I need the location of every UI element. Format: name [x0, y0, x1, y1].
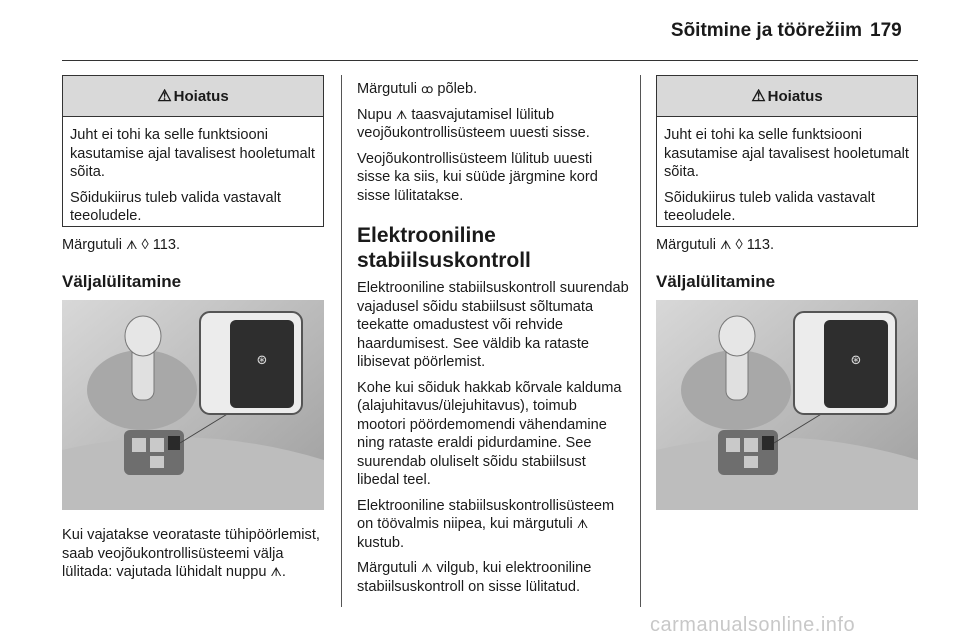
skid-icon: ᗑ [270, 565, 282, 579]
warning-box-right [656, 75, 918, 227]
paragraph [357, 80, 629, 99]
page-ref-icon: ◊ [735, 237, 743, 253]
column-divider-2 [640, 75, 641, 607]
warning-triangle-icon: ⚠ [751, 88, 766, 105]
text: taasvajutamisel lülitub veojõukontrollisüsteem uuesti sisse. [357, 106, 590, 141]
ref-prefix: Märgutuli [656, 237, 717, 253]
text: Nupu [357, 106, 392, 123]
skid-off-icon: ꝏ [421, 82, 434, 96]
warning-triangle-icon: ⚠ [157, 88, 172, 105]
ref-prefix: Märgutuli [62, 237, 123, 253]
skid-icon: ᗑ [576, 517, 589, 531]
paragraph: Kohe kui sõiduk hakkab kõrvale kalduma (alajuhitavus/ülejuhitavus), toimub mootori pöördemomendi vähendamine ning rataste eraldi pidurdamine. See suurendab oluliselt sõidu stabiilsust libedal teel. [357, 379, 622, 488]
ref-page: 113. [746, 237, 775, 253]
paragraph: Veojõukontrollisüsteem lülitub uuesti sisse ka siis, kui süüde järgmine kord sisse lülitatakse. [357, 150, 598, 204]
skid-icon: ᗑ [720, 238, 732, 252]
caption-left: Kui vajatakse veorataste tühipöörlemist, saab veojõukontrollisüsteemi välja lülitada: vajutada lühidalt nuppu ᗑ. [62, 527, 320, 580]
warning-box-left [62, 75, 324, 227]
console-photo-left [62, 300, 324, 510]
warning-title: Hoiatus [767, 87, 823, 105]
warning-body [657, 117, 917, 226]
indicator-reference-right [656, 236, 921, 255]
ref-page: 113. [152, 237, 181, 253]
svg-text:⊛: ⊛ [850, 353, 862, 368]
warning-paragraph: Juht ei tohi ka selle funktsiooni kasutamise ajal tavalisest hooletumalt sõita. [70, 127, 315, 180]
paragraph [357, 497, 629, 553]
page-number: 179 [870, 20, 902, 41]
center-console-illustration [62, 300, 324, 510]
text: Märgutuli [357, 81, 418, 97]
warning-paragraph: Sõidukiirus tuleb valida vastavalt teeoludele. [70, 189, 281, 224]
indicator-reference [62, 236, 327, 255]
warning-header [657, 76, 917, 117]
header-rule [62, 60, 918, 61]
middle-column [357, 80, 629, 603]
paragraph [357, 106, 629, 143]
warning-title: Hoiatus [173, 87, 229, 105]
caption-text: Kui vajatakse veorataste tühipöörlemist, saab veojõukontrollisüsteemi välja lülitada: vajutada lühidalt nuppu [62, 527, 320, 580]
text: Elektrooniline stabiilsuskontrollisüsteem on töövalmis niipea, kui märgutuli [357, 497, 615, 532]
column-divider-1 [341, 75, 342, 607]
skid-icon: ᗑ [421, 561, 433, 575]
paragraph [357, 559, 629, 596]
center-console-illustration [656, 300, 918, 510]
text: põleb. [437, 81, 478, 97]
console-photo-right [656, 300, 918, 510]
running-header-title: Sõitmine ja töörežiim [670, 20, 862, 41]
text: vilgub, kui elektrooniline stabiilsuskontroll on sisse lülitatud. [357, 560, 592, 595]
page-ref-icon: ◊ [141, 237, 149, 253]
paragraph: Elektrooniline stabiilsuskontroll suurendab vajadusel sõidu stabiilsust sõltumata teekatte omadustest või rehvide haardumisest. See väldib ka rataste libisevat pöörlemist. [357, 280, 629, 370]
skid-icon: ᗑ [126, 238, 138, 252]
text: kustub. [357, 534, 405, 551]
section-subhead-right: Väljalülitamine [656, 272, 776, 291]
text: Märgutuli [357, 560, 418, 576]
watermark: carmanualsonline.info [650, 614, 856, 636]
warning-paragraph: Sõidukiirus tuleb valida vastavalt teeoludele. [664, 189, 875, 224]
warning-body [63, 117, 323, 226]
warning-paragraph: Juht ei tohi ka selle funktsiooni kasutamise ajal tavalisest hooletumalt sõita. [664, 127, 909, 180]
section-subhead-left: Väljalülitamine [62, 272, 182, 291]
section-heading: Elektrooniline stabiilsuskontroll [357, 224, 531, 272]
skid-icon: ᗑ [395, 107, 408, 122]
svg-text:⊛: ⊛ [256, 353, 268, 368]
warning-header [63, 76, 323, 117]
